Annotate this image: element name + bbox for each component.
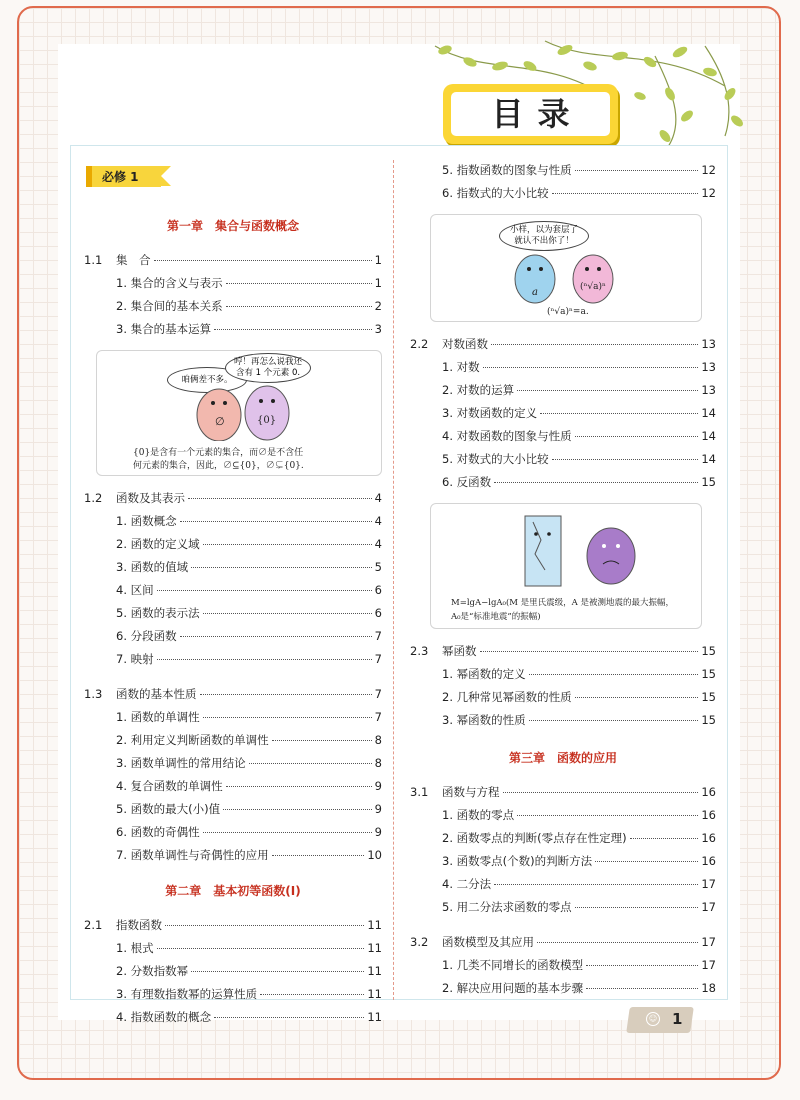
leader-dots [586, 965, 698, 966]
toc-entry-row[interactable] [410, 162, 716, 185]
entry-label: 2. 利用定义判断函数的单调性 [116, 733, 269, 747]
toc-entry-row[interactable] [410, 405, 716, 428]
chapter-heading: 第三章 函数的应用 [508, 751, 617, 765]
toc-entry-row[interactable] [84, 605, 382, 628]
entry-label: 6. 指数式的大小比较 [442, 186, 549, 200]
character-illustration [511, 510, 651, 590]
entry-label: 4. 二分法 [442, 877, 492, 891]
toc-section-row[interactable] [84, 917, 382, 940]
page-ref: 11 [367, 1010, 382, 1024]
toc-entry-row[interactable] [84, 847, 382, 870]
page-ref: 7 [374, 652, 382, 666]
entry-label: 5. 用二分法求函数的零点 [442, 900, 572, 914]
page-ref: 16 [701, 808, 716, 822]
entry-label: 5. 对数式的大小比较 [442, 452, 549, 466]
toc-entry-row[interactable] [84, 628, 382, 651]
entry-label: 1. 函数的零点 [442, 808, 515, 822]
entry-label: 6. 反函数 [442, 475, 492, 489]
page-ref: 16 [701, 854, 716, 868]
leader-dots [203, 613, 372, 614]
entry-label: 7. 函数单调性与奇偶性的应用 [116, 848, 269, 862]
cartoon-caption: {0}是含有一个元素的集合，而∅是不含任 [133, 448, 304, 458]
entry-label: 1. 幂函数的定义 [442, 667, 526, 681]
page-ref: 15 [701, 644, 716, 658]
toc-entry-row[interactable] [410, 712, 716, 735]
page-ref: 4 [374, 514, 382, 528]
entry-label: 4. 区间 [116, 583, 154, 597]
page-number: 1 [672, 1010, 683, 1028]
leader-dots [203, 544, 372, 545]
section-number: 3.1 [410, 785, 429, 799]
leader-dots [491, 344, 698, 345]
toc-entry-row[interactable] [410, 359, 716, 382]
page-ref: 15 [701, 690, 716, 704]
page-ref: 17 [701, 935, 716, 949]
section-label: 指数函数 [116, 918, 162, 932]
page-ref: 13 [701, 337, 716, 351]
page-ref: 5 [374, 560, 382, 574]
entry-label: 1. 函数概念 [116, 514, 177, 528]
toc-entry-row[interactable] [410, 853, 716, 876]
leader-dots [165, 925, 364, 926]
toc-section-row[interactable] [84, 686, 382, 709]
toc-entry-row[interactable] [410, 899, 716, 922]
leader-dots [191, 971, 364, 972]
toc-entry-row[interactable] [84, 709, 382, 732]
leader-dots [180, 636, 372, 637]
page-ref: 4 [374, 491, 382, 505]
entry-label: 3. 函数单调性的常用结论 [116, 756, 246, 770]
leader-dots [272, 740, 372, 741]
leader-dots [575, 436, 699, 437]
page-ref: 1 [374, 253, 382, 267]
page-ref: 17 [701, 900, 716, 914]
cartoon-caption: A₀是“标准地震”的振幅) [451, 612, 541, 622]
leader-dots [203, 717, 372, 718]
page-ref: 8 [374, 756, 382, 770]
page-ref: 17 [701, 958, 716, 972]
entry-label: 4. 指数函数的概念 [116, 1010, 212, 1024]
toc-entry-row[interactable] [410, 807, 716, 830]
entry-label: 7. 映射 [116, 652, 154, 666]
symbol-radical: (ⁿ√a)ⁿ [580, 282, 606, 292]
leader-dots [537, 942, 698, 943]
chapter-heading: 第二章 基本初等函数(Ⅰ) [165, 884, 301, 898]
page-number-tab [626, 1007, 694, 1033]
entry-label: 1. 对数 [442, 360, 480, 374]
toc-entry-row[interactable] [84, 755, 382, 778]
page-ref: 16 [701, 785, 716, 799]
toc-section-row[interactable] [84, 490, 382, 513]
leader-dots [595, 861, 698, 862]
section-number: 1.3 [84, 687, 103, 701]
page-ref: 9 [374, 779, 382, 793]
page-ref: 7 [374, 687, 382, 701]
leader-dots [157, 948, 365, 949]
toc-entry-row[interactable] [410, 666, 716, 689]
page-ref: 14 [701, 406, 716, 420]
leader-dots [260, 994, 364, 995]
speech-bubble: 哼！再怎么说我还含有 1 个元素 0. [225, 353, 311, 383]
toc-entry-row[interactable] [410, 689, 716, 712]
page-ref: 18 [701, 981, 716, 995]
leader-dots [157, 590, 372, 591]
toc-entry-row[interactable] [84, 559, 382, 582]
symbol-a: a [532, 287, 538, 298]
toc-entry-row[interactable] [410, 980, 716, 1003]
entry-label: 4. 对数函数的图象与性质 [442, 429, 572, 443]
section-label: 幂函数 [442, 644, 477, 658]
title-box [443, 84, 618, 144]
character-illustration [507, 249, 627, 305]
page-ref: 13 [701, 360, 716, 374]
leader-dots [575, 907, 699, 908]
leader-dots [483, 367, 699, 368]
cartoon-radical-illustration [430, 214, 702, 322]
page-ref: 7 [374, 629, 382, 643]
toc-entry-row[interactable] [84, 536, 382, 559]
entry-label: 2. 对数的运算 [442, 383, 515, 397]
entry-label: 3. 有理数指数幂的运算性质 [116, 987, 258, 1001]
section-label: 函数的基本性质 [116, 687, 197, 701]
toc-entry-row[interactable] [410, 830, 716, 853]
page-ref: 4 [374, 537, 382, 551]
leader-dots [586, 988, 698, 989]
page-ref: 14 [701, 429, 716, 443]
entry-label: 2. 集合间的基本关系 [116, 299, 223, 313]
toc-section-row[interactable] [410, 934, 716, 957]
entry-label: 5. 函数的最大(小)值 [116, 802, 221, 816]
leader-dots [157, 659, 372, 660]
entry-label: 6. 分段函数 [116, 629, 177, 643]
page-ref: 11 [367, 918, 382, 932]
toc-left-column [84, 162, 382, 1032]
toc-entry-row[interactable] [410, 876, 716, 899]
page-ref: 15 [701, 713, 716, 727]
toc-section-row[interactable] [410, 643, 716, 666]
entry-label: 1. 几类不同增长的函数模型 [442, 958, 584, 972]
leader-dots [180, 521, 372, 522]
cartoon-set-illustration [96, 350, 382, 476]
cartoon-caption: 何元素的集合，因此，∅⊆{0}，∅⊊{0}. [133, 461, 304, 471]
toc-entry-row[interactable] [84, 986, 382, 1009]
leader-dots [552, 193, 699, 194]
chapter-heading: 第一章 集合与函数概念 [166, 219, 299, 233]
entry-label: 3. 集合的基本运算 [116, 322, 212, 336]
leader-dots [480, 651, 699, 652]
page-ref: 7 [374, 710, 382, 724]
page-ref: 10 [367, 848, 382, 862]
leader-dots [517, 390, 698, 391]
entry-label: 2. 分数指数幂 [116, 964, 189, 978]
cartoon-caption: (ⁿ√a)ⁿ=a. [547, 307, 589, 317]
entry-label: 3. 对数函数的定义 [442, 406, 538, 420]
entry-label: 2. 几种常见幂函数的性质 [442, 690, 572, 704]
toc-entry-row[interactable] [84, 778, 382, 801]
entry-label: 2. 函数零点的判断(零点存在性定理) [442, 831, 627, 845]
toc-entry-row[interactable] [410, 428, 716, 451]
page-ref: 11 [367, 987, 382, 1001]
leader-dots [630, 838, 699, 839]
entry-label: 1. 函数的单调性 [116, 710, 200, 724]
toc-entry-row[interactable] [84, 321, 382, 344]
toc-entry-row[interactable] [84, 732, 382, 755]
column-divider [393, 160, 394, 1000]
toc-entry-row[interactable] [410, 185, 716, 208]
entry-label: 3. 函数的值域 [116, 560, 189, 574]
page-ref: 12 [701, 163, 716, 177]
page-ref: 6 [374, 606, 382, 620]
entry-label: 5. 函数的表示法 [116, 606, 200, 620]
leader-dots [200, 694, 372, 695]
leader-dots [503, 792, 699, 793]
symbol-emptyset: ∅ [215, 415, 225, 428]
section-label: 函数与方程 [442, 785, 500, 799]
entry-label: 3. 幂函数的性质 [442, 713, 526, 727]
character-illustration [187, 379, 307, 441]
leader-dots [226, 283, 372, 284]
leader-dots [226, 786, 372, 787]
entry-label: 2. 解决应用问题的基本步骤 [442, 981, 584, 995]
leader-dots [529, 720, 699, 721]
leader-dots [494, 482, 698, 483]
page-ref: 12 [701, 186, 716, 200]
toc-entry-row[interactable] [84, 582, 382, 605]
entry-label: 4. 复合函数的单调性 [116, 779, 223, 793]
toc-entry-row[interactable] [410, 382, 716, 405]
page-ref: 17 [701, 877, 716, 891]
toc-entry-row[interactable] [410, 474, 716, 497]
toc-entry-row[interactable] [84, 824, 382, 847]
speech-bubble: 咱俩差不多。 [167, 367, 247, 393]
page-ref: 14 [701, 452, 716, 466]
section-label: 集 合 [116, 253, 151, 267]
page-ref: 1 [374, 276, 382, 290]
leader-dots [575, 170, 699, 171]
entry-label: 1. 集合的含义与表示 [116, 276, 223, 290]
cartoon-earthquake-illustration [430, 503, 702, 629]
toc-entry-row[interactable] [84, 513, 382, 536]
page-ref: 15 [701, 475, 716, 489]
toc-entry-row[interactable] [84, 1009, 382, 1032]
speech-bubble: 小样，以为套层了就认不出你了！ [499, 221, 589, 251]
entry-label: 6. 函数的奇偶性 [116, 825, 200, 839]
page-ref: 8 [374, 733, 382, 747]
leader-dots [494, 884, 698, 885]
section-number: 3.2 [410, 935, 429, 949]
leader-dots [214, 329, 372, 330]
symbol-set-zero: {0} [257, 415, 277, 426]
leader-dots [540, 413, 698, 414]
toc-section-row[interactable] [410, 784, 716, 807]
smile-icon: ☺ [646, 1012, 660, 1026]
toc-entry-row[interactable] [84, 963, 382, 986]
leader-dots [188, 498, 372, 499]
leader-dots [203, 832, 372, 833]
section-number: 1.1 [84, 253, 103, 267]
cartoon-caption: M=lgA−lgA₀(M 是里氏震级，A 是被测地震的最大振幅， [451, 598, 675, 608]
entry-label: 3. 函数零点(个数)的判断方法 [442, 854, 593, 868]
page-ref: 9 [374, 802, 382, 816]
leader-dots [272, 855, 365, 856]
page-ref: 2 [374, 299, 382, 313]
toc-entry-row[interactable] [84, 651, 382, 674]
page-title: 目录 [451, 92, 610, 136]
toc-entry-row[interactable] [84, 801, 382, 824]
section-number: 2.3 [410, 644, 429, 658]
page-ref: 16 [701, 831, 716, 845]
page-ref: 9 [374, 825, 382, 839]
leader-dots [214, 1017, 364, 1018]
leader-dots [552, 459, 699, 460]
section-label: 函数模型及其应用 [442, 935, 534, 949]
page-ref: 13 [701, 383, 716, 397]
leader-dots [223, 809, 372, 810]
toc-entry-row[interactable] [410, 451, 716, 474]
entry-label: 1. 根式 [116, 941, 154, 955]
toc-entry-row[interactable] [410, 957, 716, 980]
section-label: 函数及其表示 [116, 491, 185, 505]
leader-dots [575, 697, 699, 698]
toc-right-column [410, 162, 716, 1003]
leader-dots [517, 815, 698, 816]
page-ref: 11 [367, 964, 382, 978]
leader-dots [154, 260, 372, 261]
toc-entry-row[interactable] [84, 275, 382, 298]
entry-label: 2. 函数的定义域 [116, 537, 200, 551]
toc-section-row[interactable] [410, 336, 716, 359]
section-number: 2.2 [410, 337, 429, 351]
toc-entry-row[interactable] [84, 940, 382, 963]
page-ref: 6 [374, 583, 382, 597]
page-ref: 15 [701, 667, 716, 681]
toc-entry-row[interactable] [84, 298, 382, 321]
page-ref: 3 [374, 322, 382, 336]
leader-dots [249, 763, 372, 764]
section-tag: 必修 1 [86, 166, 161, 187]
section-number: 2.1 [84, 918, 103, 932]
section-label: 对数函数 [442, 337, 488, 351]
section-number: 1.2 [84, 491, 103, 505]
leader-dots [529, 674, 699, 675]
leader-dots [226, 306, 372, 307]
leader-dots [191, 567, 372, 568]
toc-section-row[interactable] [84, 252, 382, 275]
entry-label: 5. 指数函数的图象与性质 [442, 163, 572, 177]
page-ref: 11 [367, 941, 382, 955]
